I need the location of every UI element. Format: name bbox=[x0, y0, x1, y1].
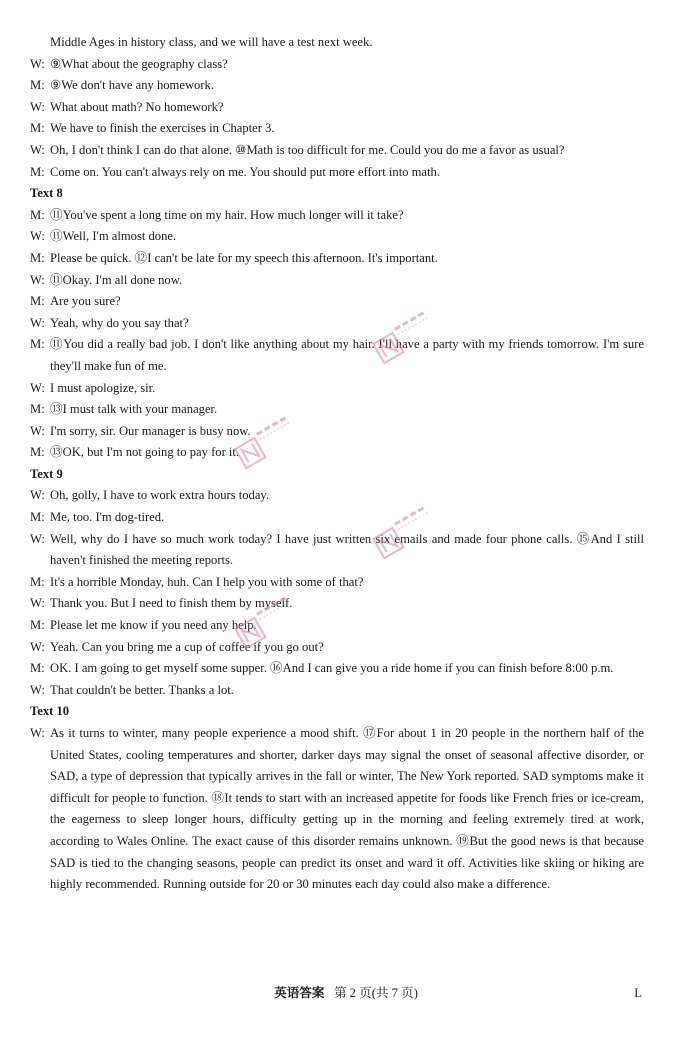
dialogue-turn bbox=[30, 529, 644, 572]
speaker-label: M: bbox=[30, 207, 45, 222]
dialogue-text: We have to finish the exercises in Chapter 3. bbox=[50, 121, 275, 136]
dialogue-text: Are you sure? bbox=[50, 294, 121, 309]
dialogue-text: ⑪Okay. I'm all done now. bbox=[50, 272, 183, 287]
dialogue-turn bbox=[30, 442, 644, 464]
dialogue-turn bbox=[30, 75, 644, 97]
dialogue-text: Yeah. Can you bring me a cup of coffee if you go out? bbox=[50, 639, 324, 654]
speaker-label: M: bbox=[30, 402, 45, 417]
dialogue-text: Please be quick. ⑫I can't be late for my speech this afternoon. It's important. bbox=[50, 250, 438, 265]
dialogue-text: ⑨We don't have any homework. bbox=[50, 78, 214, 93]
dialogue-turn bbox=[30, 658, 644, 680]
dialogue-text: It's a horrible Monday, huh. Can I help you with some of that? bbox=[50, 574, 364, 589]
dialogue-text: Thank you. But I need to finish them by myself. bbox=[50, 596, 293, 611]
footer-page-number: 第 2 页(共 7 页) bbox=[333, 986, 418, 1000]
speaker-label: W: bbox=[30, 531, 45, 546]
dialogue-text: ⑬OK, but I'm not going to pay for it. bbox=[50, 445, 240, 460]
dialogue-turn bbox=[30, 270, 644, 292]
speaker-label: W: bbox=[30, 726, 45, 740]
dialogue-text: ⑬I must talk with your manager. bbox=[50, 402, 218, 417]
speaker-label: W: bbox=[30, 99, 45, 114]
speaker-label: W: bbox=[30, 488, 45, 503]
speaker-label: M: bbox=[30, 337, 45, 352]
dialogue-text: I'm sorry, sir. Our manager is busy now. bbox=[50, 423, 251, 438]
dialogue-text: Well, why do I have so much work today? I have just written six emails and made four phone calls. ⑮And I still haven't finished the meeting reports. bbox=[50, 531, 644, 568]
watermark-n-logo-icon bbox=[352, 500, 442, 560]
watermark-n-logo-icon bbox=[352, 305, 442, 365]
page-footer bbox=[0, 983, 692, 1003]
document-body bbox=[30, 32, 644, 896]
dialogue-text: Yeah, why do you say that? bbox=[50, 315, 189, 330]
speaker-label: W: bbox=[30, 272, 45, 287]
section-heading: Text 9 bbox=[30, 466, 63, 481]
speaker-label: M: bbox=[30, 661, 45, 676]
footer-mark: L bbox=[634, 986, 642, 1000]
speaker-label: M: bbox=[30, 574, 45, 589]
speaker-label: W: bbox=[30, 229, 45, 244]
speaker-label: W: bbox=[30, 596, 45, 611]
dialogue-turn bbox=[30, 399, 644, 421]
speaker-label: M: bbox=[30, 445, 45, 460]
section-heading: Text 10 bbox=[30, 704, 70, 719]
speaker-label: M: bbox=[30, 164, 45, 179]
dialogue-text: OK. I am going to get myself some supper. ⑯And I can give you a ride home if you can finish before 8:00 p.m. bbox=[50, 661, 614, 676]
speaker-label: M: bbox=[30, 294, 45, 309]
speaker-label: M: bbox=[30, 78, 45, 93]
dialogue-turn bbox=[30, 291, 644, 313]
speaker-label: M: bbox=[30, 618, 45, 633]
dialogue-text: Please let me know if you need any help. bbox=[50, 618, 257, 633]
dialogue-turn bbox=[30, 507, 644, 529]
speaker-label: W: bbox=[30, 142, 45, 157]
section-heading: Text 8 bbox=[30, 186, 63, 201]
dialogue-text: What about math? No homework? bbox=[50, 99, 224, 114]
dialogue-turn bbox=[30, 334, 644, 377]
dialogue-turn bbox=[30, 378, 644, 400]
dialogue-turn bbox=[30, 118, 644, 140]
watermark-n-logo-icon bbox=[214, 590, 304, 650]
dialogue-turn bbox=[30, 723, 644, 896]
dialogue-text: Me, too. I'm dog-tired. bbox=[50, 510, 165, 525]
dialogue-turn bbox=[30, 226, 644, 248]
speaker-label: W: bbox=[30, 423, 45, 438]
dialogue-turn bbox=[30, 680, 644, 702]
dialogue-text: ⑪You've spent a long time on my hair. How much longer will it take? bbox=[50, 207, 404, 222]
dialogue-turn bbox=[30, 97, 644, 119]
speaker-label: W: bbox=[30, 56, 45, 71]
dialogue-text: Oh, golly, I have to work extra hours today. bbox=[50, 488, 270, 503]
footer-title: 英语答案 bbox=[274, 986, 325, 1000]
dialogue-turn bbox=[30, 140, 644, 162]
speaker-label: W: bbox=[30, 682, 45, 697]
dialogue-text: Come on. You can't always rely on me. You should put more effort into math. bbox=[50, 164, 440, 179]
dialogue-text: Oh, I don't think I can do that alone. ⑩Math is too difficult for me. Could you do me a favor as usual? bbox=[50, 142, 565, 157]
speaker-label: M: bbox=[30, 510, 45, 525]
watermark-n-logo-icon bbox=[214, 410, 304, 470]
dialogue-turn bbox=[30, 572, 644, 594]
speaker-label: M: bbox=[30, 121, 45, 136]
dialogue-turn bbox=[30, 593, 644, 615]
dialogue-text: I must apologize, sir. bbox=[50, 380, 156, 395]
dialogue-turn bbox=[30, 637, 644, 659]
dialogue-text: ⑪Well, I'm almost done. bbox=[50, 229, 177, 244]
dialogue-text: That couldn't be better. Thanks a lot. bbox=[50, 682, 234, 697]
continuation-line: Middle Ages in history class, and we will have a test next week. bbox=[50, 35, 373, 49]
dialogue-turn bbox=[30, 615, 644, 637]
speaker-label: M: bbox=[30, 250, 45, 265]
dialogue-turn bbox=[30, 205, 644, 227]
dialogue-turn bbox=[30, 248, 644, 270]
speaker-label: W: bbox=[30, 639, 45, 654]
dialogue-text: ⑨What about the geography class? bbox=[50, 56, 228, 71]
dialogue-text: As it turns to winter, many people experience a mood shift. ⑰For about 1 in 20 people in the northern half of the United States, cooling temperatures and shorter, darker days may signal the onset of seasonal affective disorder, or SAD, a type of depression that typically arrives in the fall or winter, The New York reported. SAD symptoms make it difficult for people to function. ⑱It tends to start with an increased appetite for foods like French fries or ice-cream, the eagerness to sleep longer hours, difficulty getting up in the morning and feeling extremely tired at work, according to Wales Online. The exact cause of this disorder remains unknown. ⑲But the good news is that because SAD is tied to the changing seasons, people can predict its onset and ward it off. Activities like skiing or hiking are highly recommended. Running outside for 20 or 30 minutes each day could also make a difference. bbox=[50, 726, 644, 892]
dialogue-turn bbox=[30, 421, 644, 443]
dialogue-turn bbox=[30, 313, 644, 335]
dialogue-turn bbox=[30, 54, 644, 76]
speaker-label: W: bbox=[30, 380, 45, 395]
dialogue-text: ⑪You did a really bad job. I don't like anything about my hair. I'll have a party with my friends tomorrow. I'm sure they'll make fun of me. bbox=[50, 337, 644, 373]
speaker-label: W: bbox=[30, 315, 45, 330]
dialogue-turn bbox=[30, 162, 644, 184]
dialogue-turn bbox=[30, 485, 644, 507]
footer-center bbox=[0, 983, 692, 1005]
